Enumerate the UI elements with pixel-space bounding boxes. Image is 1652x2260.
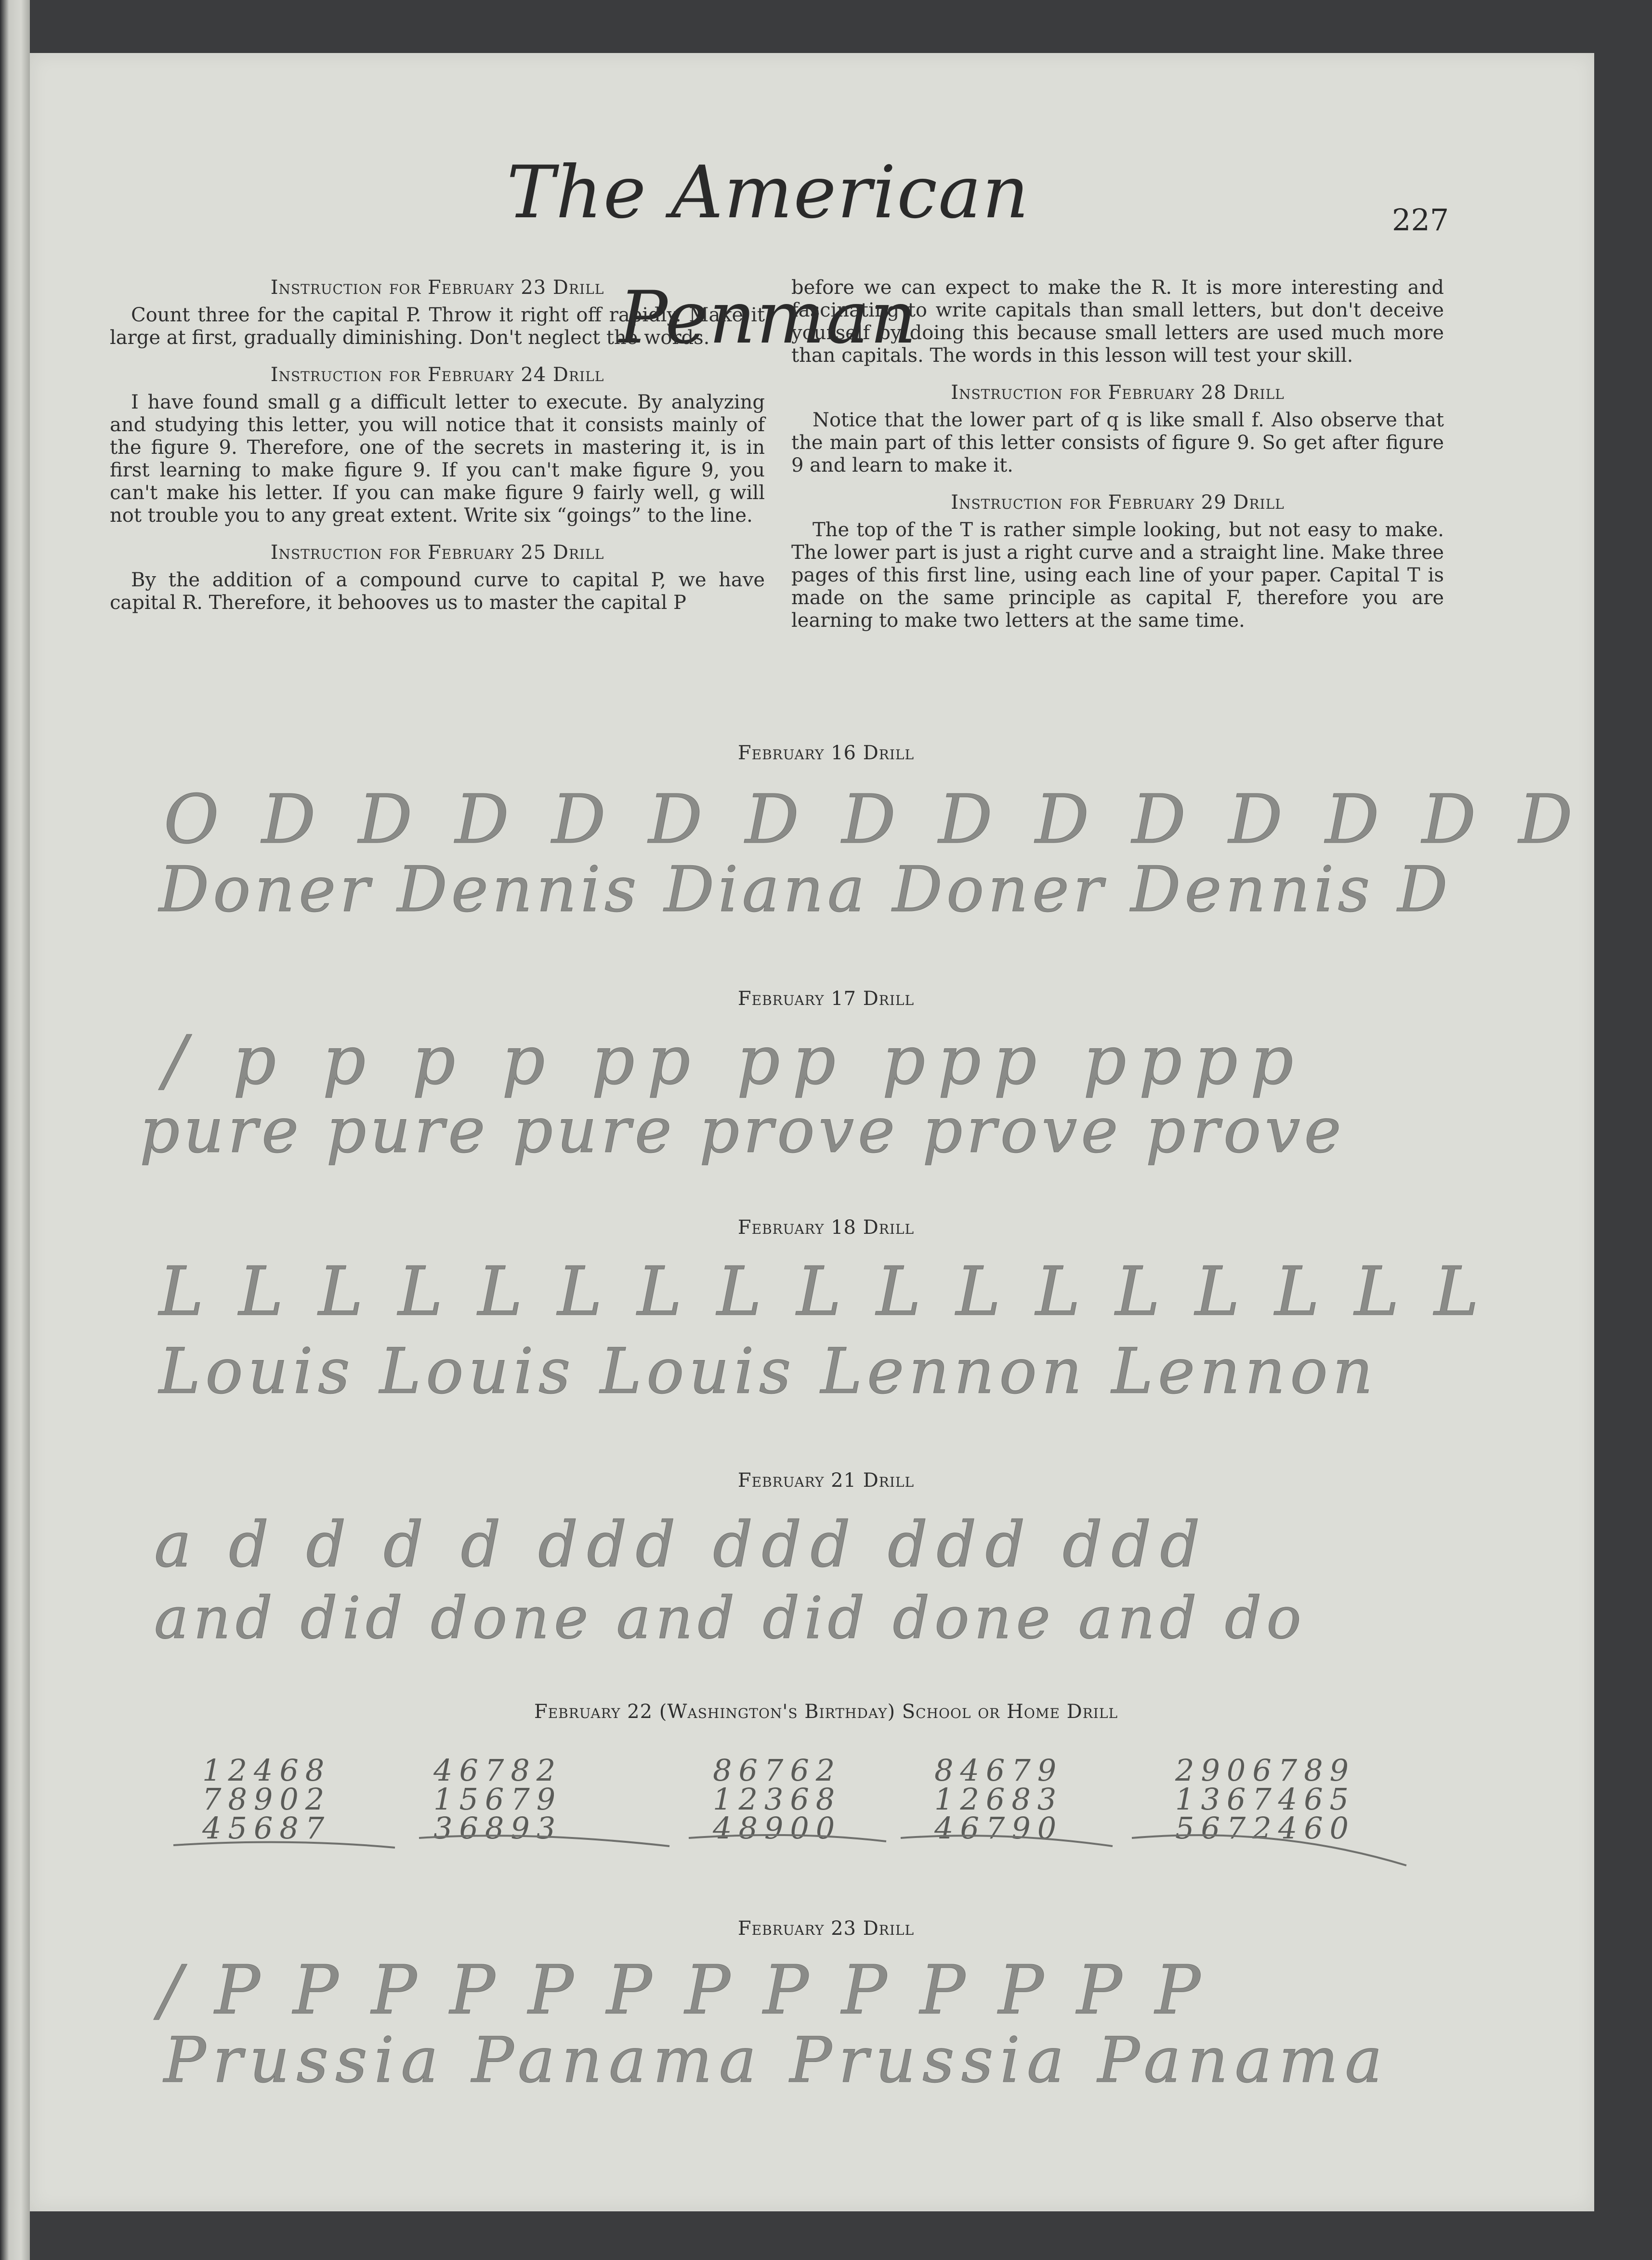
drill-title-feb17: February 17 Drill	[737, 988, 915, 1010]
digit-row: 78902	[202, 1782, 331, 1817]
digit-row: 46790	[934, 1811, 1063, 1846]
instruction-text-feb24: I have found small g a difficult letter to execute. By analyzing and studying this letter, you will notice that it consists mainly of the figure 9. Therefore, one of the secrets in mastering it, is in first learning to make figure 9. If you can't make figure 9, you can't make his letter. If you can make figure 9 fairly well, g will not trouble you to any great extent. Write six “goings” to the line.	[110, 391, 765, 527]
script-line-feb17-1: / p p p p pp pp ppp pppp	[164, 1021, 1306, 1100]
digit-row: 45687	[202, 1811, 331, 1846]
instruction-text-feb25: By the addition of a compound curve to capital P, we have capital R. Therefore, it behooves us to master the capital P	[110, 569, 765, 614]
instruction-text-feb28: Notice that the lower part of q is like small f. Also observe that the main part of this letter consists of figure 9. So get after figure 9 and learn to make it.	[791, 409, 1444, 476]
digit-row: 48900	[713, 1811, 842, 1846]
digit-row: 86762	[713, 1753, 842, 1788]
script-line-feb18-1: L L L L L L L L L L L L L L L L L	[159, 1253, 1486, 1331]
script-line-feb23-1: / P P P P P P P P P P P P P	[159, 1951, 1206, 2030]
digit-row: 2906789	[1175, 1753, 1356, 1788]
script-line-feb16-1: O D D D D D D D D D D D D D D	[164, 780, 1584, 859]
script-line-feb21-1: a d d d d ddd ddd ddd ddd	[154, 1508, 1209, 1581]
digit-row: 12683	[934, 1782, 1063, 1817]
drill-title-feb22: February 22 (Washington's Birthday) School or Home Drill	[534, 1701, 1118, 1723]
drill-title-feb18: February 18 Drill	[737, 1216, 915, 1239]
instruction-heading-feb28: Instruction for February 28 Drill	[951, 382, 1285, 404]
instruction-heading-feb24: Instruction for February 24 Drill	[270, 364, 604, 386]
digit-row: 46782	[433, 1753, 563, 1788]
script-line-feb23-2: Prussia Panama Prussia Panama	[164, 2023, 1389, 2097]
instruction-text-feb25-continued: before we can expect to make the R. It is more interesting and fascinating to write capitals than small letters, but don't deceive yourself by doing this because small letters are used much more than capitals. The words in this lesson will test your skill.	[791, 277, 1444, 367]
digit-row: 15679	[433, 1782, 563, 1817]
instruction-heading-feb23: Instruction for February 23 Drill	[270, 277, 604, 299]
digit-row: 1367465	[1175, 1782, 1356, 1817]
digit-row: 36893	[433, 1811, 563, 1846]
script-line-feb17-2: pure pure pure prove prove prove	[140, 1094, 1345, 1167]
instruction-text-feb29: The top of the T is rather simple looking, but not easy to make. The lower part is just a right curve and a straight line. Make three pages of this first line, using each line of your paper. Capital T is made on the same principle as capital F, therefore you are learning to make two letters at the same time.	[791, 519, 1444, 632]
instruction-text-feb23: Count three for the capital P. Throw it right off rapidly. Make it large at first, gradually diminishing. Don't neglect the words.	[110, 304, 765, 349]
digit-row: 12468	[202, 1753, 331, 1788]
drill-title-feb16: February 16 Drill	[737, 742, 915, 764]
page-number: 227	[1392, 202, 1449, 238]
digit-row: 5672460	[1175, 1811, 1356, 1846]
drill-title-feb21: February 21 Drill	[737, 1469, 915, 1492]
script-line-feb16-2: Doner Dennis Diana Doner Dennis D	[159, 853, 1452, 926]
instruction-heading-feb25: Instruction for February 25 Drill	[270, 542, 604, 564]
drill-title-feb23: February 23 Drill	[737, 1917, 915, 1940]
script-line-feb21-2: and did done and did done and do	[154, 1585, 1306, 1652]
instruction-heading-feb29: Instruction for February 29 Drill	[951, 491, 1285, 514]
digit-row: 84679	[934, 1753, 1063, 1788]
page-header-title: The American Penman	[506, 151, 1030, 360]
digit-row: 12368	[713, 1782, 842, 1817]
script-line-feb18-2: Louis Louis Louis Lennon Lennon	[159, 1335, 1378, 1408]
